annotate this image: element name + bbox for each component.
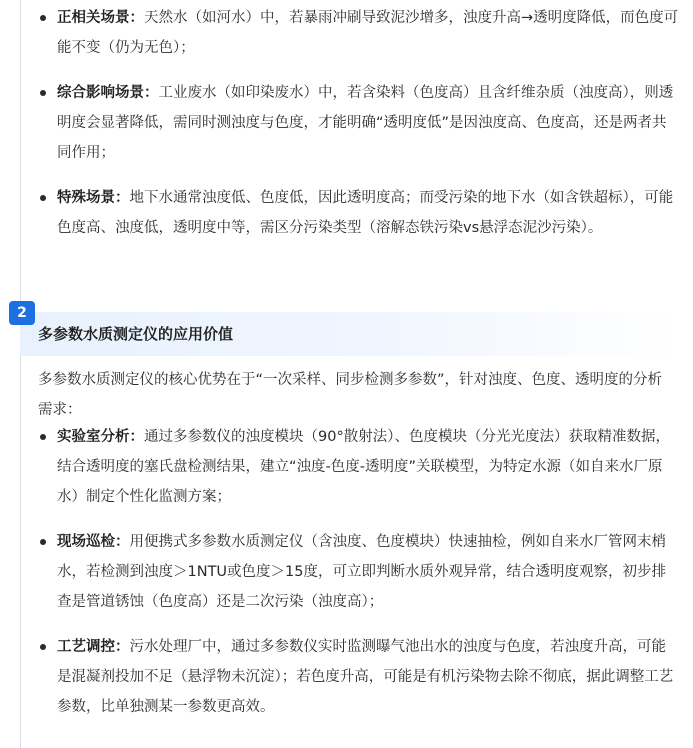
bullet-term: 正相关场景： [57, 10, 144, 26]
bullet-dot [40, 434, 46, 440]
bullet-term: 工艺调控： [57, 639, 130, 655]
bullet-text: 用便携式多参数水质测定仪（含浊度、色度模块）快速抽检，例如自来水厂管网末梢水，若检测到浊度＞1NTU或色度＞15度，可立即判断水质外观异常，结合透明度观察，初步排查是管道锈蚀（色度高）还是二次污染（浊度高）； [57, 534, 666, 610]
bullet-text: 污水处理厂中，通过多参数仪实时监测曝气池出水的浊度与色度，若浊度升高，可能是混凝剂投加不足（悬浮物未沉淀）；若色度升高，可能是有机污染物去除不彻底，据此调整工艺参数，比单独测某一参数更高效。 [57, 639, 674, 715]
bullet-text: 地下水通常浊度低、色度低，因此透明度高；而受污染的地下水（如含铁超标），可能色度高、浊度低，透明度中等，需区分污染类型（溶解态铁污染vs悬浮态泥沙污染）。 [57, 190, 674, 236]
bullet-dot [40, 90, 46, 96]
bullet-dot [40, 15, 46, 21]
list-item [20, 527, 680, 617]
list-item [20, 632, 680, 722]
bullet-text: 天然水（如河水）中，若暴雨冲刷导致泥沙增多，浊度升高→透明度降低，而色度可能不变（仍为无色）； [57, 10, 679, 56]
list-item [20, 183, 680, 243]
list-item [20, 78, 680, 168]
bullet-term: 特殊场景： [57, 190, 130, 206]
section-title: 多参数水质测定仪的应用价值 [38, 325, 234, 343]
section-number-badge: 2 [9, 301, 35, 325]
bullet-dot [40, 644, 46, 650]
section-intro: 多参数水质测定仪的核心优势在于“一次采样、同步检测多参数”，针对浊度、色度、透明度的分析需求： [38, 372, 663, 418]
bullet-term: 综合影响场景： [57, 85, 159, 101]
bullet-term: 实验室分析： [57, 429, 144, 445]
top-bullet-list [20, 3, 680, 258]
bullet-text: 工业废水（如印染废水）中，若含染料（色度高）且含纤维杂质（浊度高），则透明度会显著降低，需同时测浊度与色度，才能明确“透明度低”是因浊度高、色度高，还是两者共同作用； [57, 85, 674, 161]
bottom-bullet-list [20, 422, 680, 737]
bullet-term: 现场巡检： [57, 534, 130, 550]
bullet-dot [40, 195, 46, 201]
list-item [20, 3, 680, 63]
list-item [20, 422, 680, 512]
bullet-text: 通过多参数仪的浊度模块（90°散射法）、色度模块（分光光度法）获取精准数据，结合透明度的塞氏盘检测结果，建立“浊度-色度-透明度”关联模型，为特定水源（如自来水厂原水）制定个性化监测方案； [57, 429, 670, 505]
bullet-dot [40, 539, 46, 545]
